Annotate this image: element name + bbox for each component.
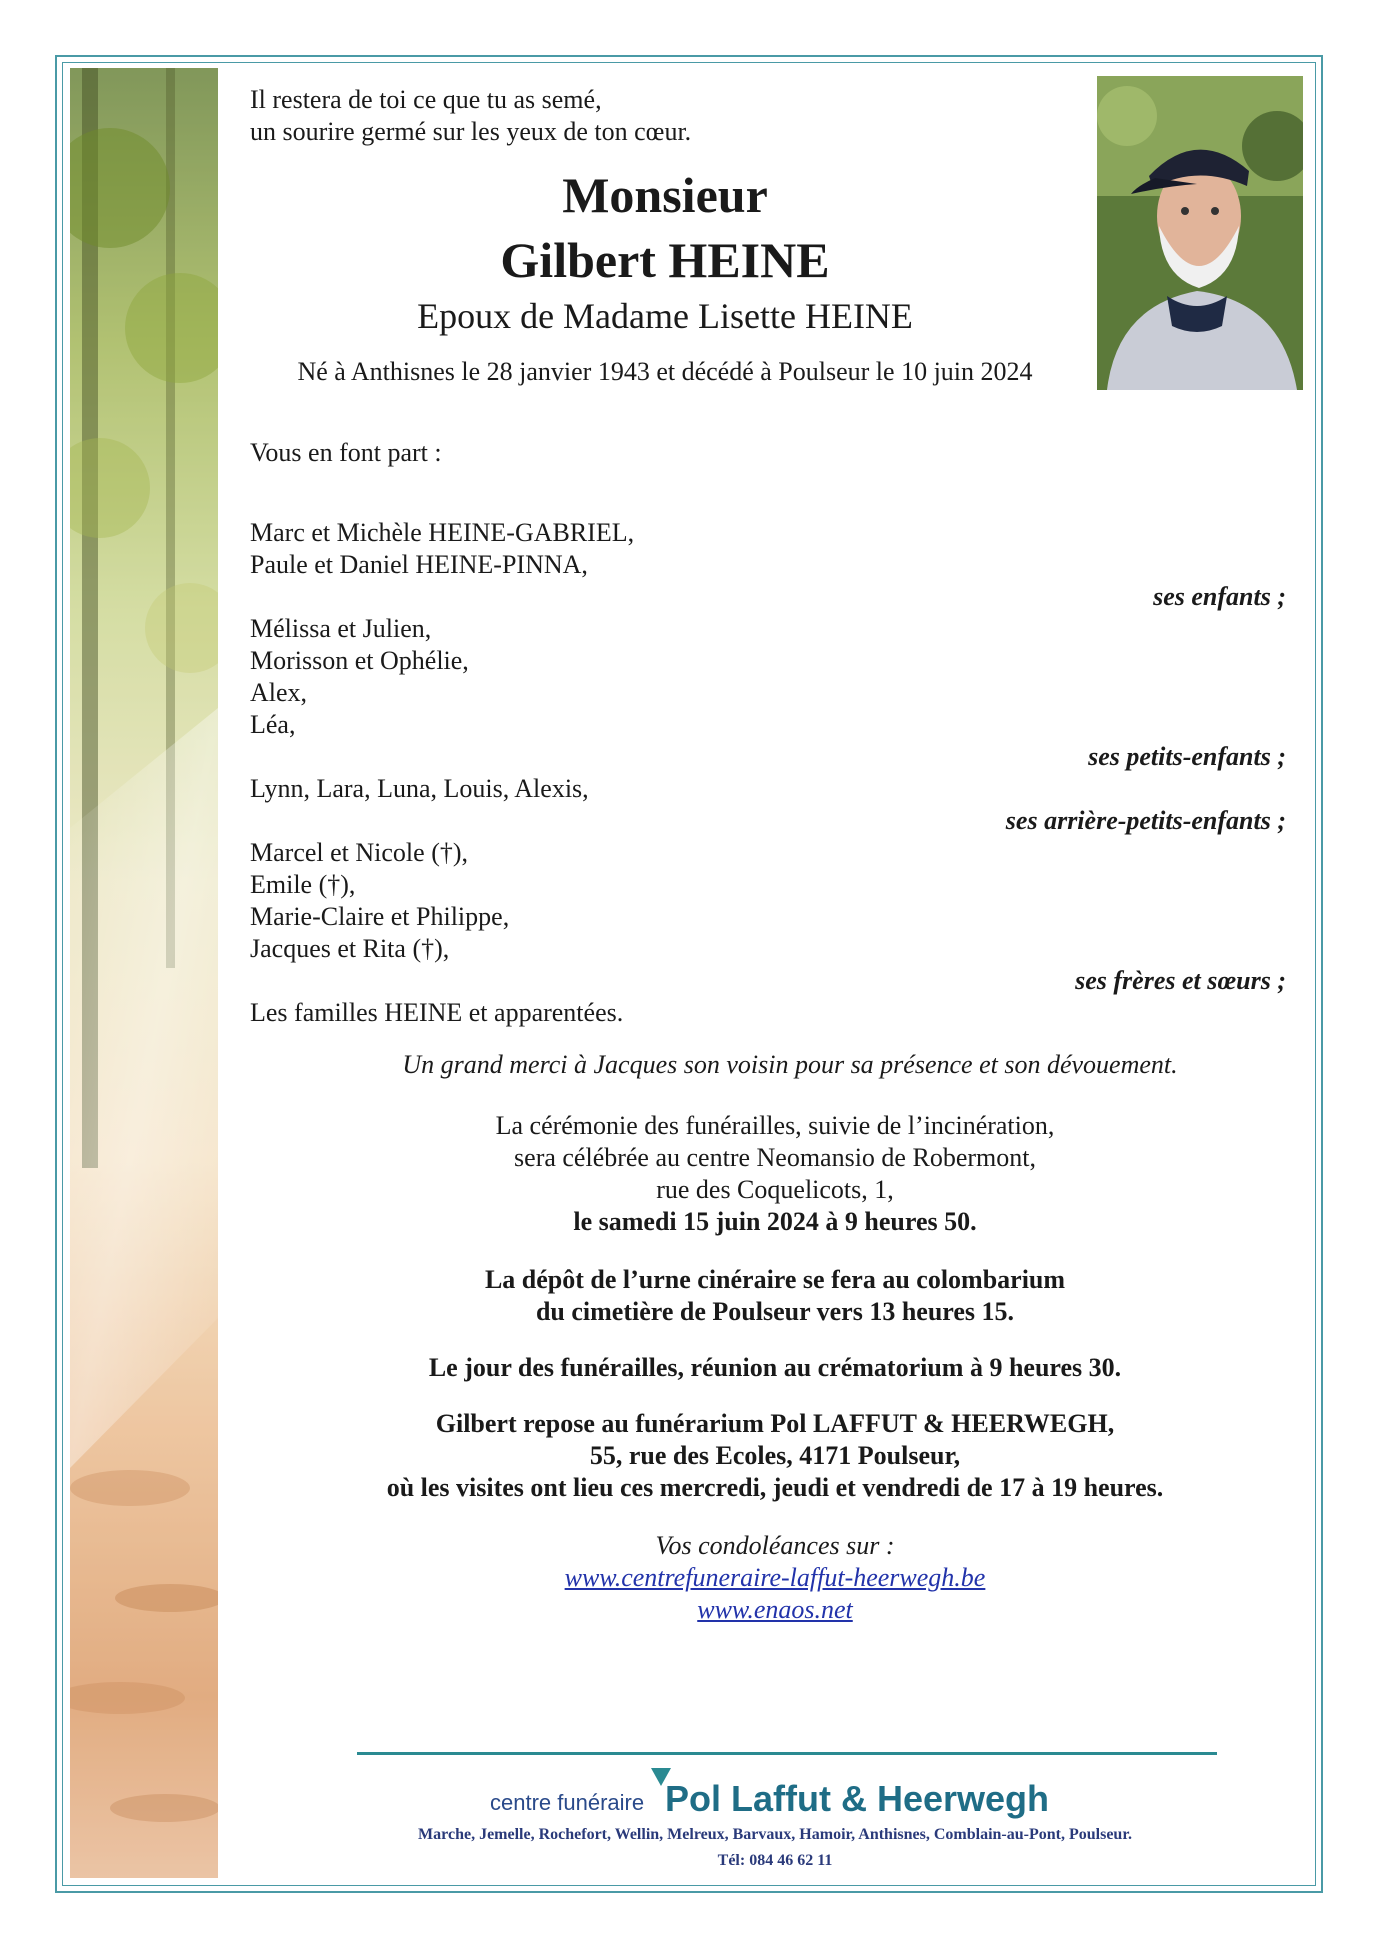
great-grandchildren: Lynn, Lara, Luna, Louis, Alexis, (250, 774, 589, 803)
brand-phone: Tél: 084 46 62 11 (717, 1852, 833, 1869)
brand-label-small: centre funéraire (490, 1790, 645, 1815)
honorific: Monsieur (562, 167, 768, 223)
thanks-line: Un grand merci à Jacques son voisin pour sa présence et son dévouement. (402, 1050, 1178, 1079)
families-line: Les familles HEINE et apparentées. (250, 998, 624, 1027)
funeral-center-link[interactable]: www.centrefuneraire-laffut-heerwegh.be (564, 1563, 986, 1592)
poem-line-2: un sourire germé sur les yeux de ton cœur. (250, 117, 692, 146)
siblings-label: ses frères et sœurs ; (1075, 966, 1286, 995)
child-1: Marc et Michèle HEINE-GABRIEL, (250, 518, 635, 547)
urn-line-1: La dépôt de l’urne cinéraire se fera au colombarium (484, 1265, 1066, 1294)
brand-name: Pol Laffut & Heerwegh (665, 1778, 1050, 1819)
spouse-line: Epoux de Madame Lisette HEINE (417, 296, 913, 336)
portrait-photo (1097, 76, 1303, 390)
grandchild-4: Léa, (250, 710, 296, 739)
deceased-name: Gilbert HEINE (500, 232, 830, 288)
sibling-3: Marie-Claire et Philippe, (250, 902, 510, 931)
urn-line-2: du cimetière de Poulseur vers 13 heures 15. (535, 1297, 1015, 1326)
sibling-2: Emile (†), (250, 870, 356, 899)
intro-text: Vous en font part : (250, 438, 442, 467)
ceremony-line-2: sera célébrée au centre Neomansio de Robermont, (514, 1143, 1036, 1172)
children-label: ses enfants ; (1153, 582, 1286, 611)
footer-divider (357, 1752, 1217, 1755)
ceremony-line-1: La cérémonie des funérailles, suivie de l’incinération, (495, 1111, 1055, 1140)
rest-line-1: Gilbert repose au funérarium Pol LAFFUT & HEERWEGH, (435, 1409, 1115, 1438)
grandchildren-label: ses petits-enfants ; (1088, 742, 1286, 771)
grandchild-3: Alex, (250, 678, 308, 707)
enaos-link[interactable]: www.enaos.net (697, 1595, 853, 1624)
rest-line-2: 55, rue des Ecoles, 4171 Poulseur, (589, 1441, 961, 1470)
sibling-1: Marcel et Nicole (†), (250, 838, 469, 867)
great-grandchildren-label: ses arrière-petits-enfants ; (1005, 806, 1286, 835)
ceremony-line-3: rue des Coquelicots, 1, (656, 1175, 894, 1204)
sibling-4: Jacques et Rita (†), (250, 934, 450, 963)
grandchild-2: Morisson et Ophélie, (250, 646, 469, 675)
poem-line-1: Il restera de toi ce que tu as semé, (250, 85, 602, 114)
meeting-line: Le jour des funérailles, réunion au crématorium à 9 heures 30. (428, 1353, 1122, 1382)
ceremony-date: le samedi 15 juin 2024 à 9 heures 50. (573, 1207, 977, 1236)
forest-path-image (70, 68, 218, 1878)
child-2: Paule et Daniel HEINE-PINNA, (250, 550, 588, 579)
rest-line-3: où les visites ont lieu ces mercredi, jeudi et vendredi de 17 à 19 heures. (386, 1473, 1164, 1502)
grandchild-1: Mélissa et Julien, (250, 614, 432, 643)
brand-towns: Marche, Jemelle, Rochefort, Wellin, Melreux, Barvaux, Hamoir, Anthisnes, Comblain-au-Pont, Poulseur. (418, 1826, 1132, 1843)
condolences-label: Vos condoléances sur : (655, 1531, 895, 1560)
birth-death-line: Né à Anthisnes le 28 janvier 1943 et décédé à Poulseur le 10 juin 2024 (297, 357, 1033, 386)
